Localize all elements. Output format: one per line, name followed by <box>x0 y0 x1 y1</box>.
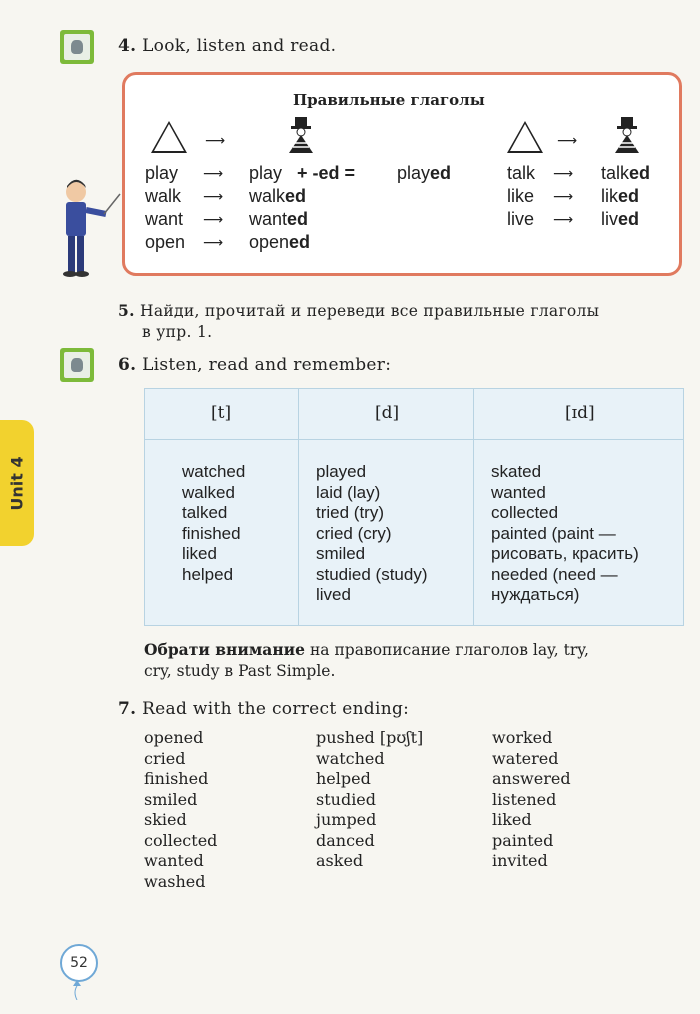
list-item: asked <box>316 851 364 870</box>
note-line2: cry, study в Past Simple. <box>144 662 336 680</box>
ex7-column-3 <box>492 728 571 872</box>
list-item: wanted <box>491 482 546 502</box>
list-item: нуждаться) <box>491 585 580 604</box>
verb-list-t <box>182 462 245 585</box>
verb-past: talked <box>601 163 651 183</box>
verb-base: want <box>145 209 184 229</box>
list-item: watered <box>492 748 559 768</box>
header-divider <box>145 439 683 440</box>
list-item: played <box>316 462 367 481</box>
exercise-instruction: Listen, read and remember: <box>142 355 392 375</box>
arrow-icon: ⟶ <box>203 189 224 205</box>
list-item: cried <box>144 748 186 768</box>
exercise-number: 5. <box>118 301 135 320</box>
arrow-icon: ⟶ <box>203 235 224 251</box>
column-header-d: [d] <box>375 403 400 423</box>
verb-list-d <box>316 462 428 606</box>
column-header-t: [t] <box>211 403 232 423</box>
list-item: helped <box>182 564 234 584</box>
verb-list-id <box>491 462 639 606</box>
list-item: laid (lay) <box>316 482 381 502</box>
list-item: walked <box>182 482 235 502</box>
verb-past: walked <box>249 186 307 206</box>
verb-past: opened <box>249 232 311 252</box>
exercise-number: 6. <box>118 355 137 375</box>
rule-formula: + -ed = <box>297 163 356 183</box>
rule-title: Правильные глаголы <box>293 91 485 109</box>
list-item: worked <box>492 728 553 747</box>
arrow-icon: ⟶ <box>203 212 224 228</box>
verb-past: liked <box>601 186 640 206</box>
list-item: talked <box>182 503 228 522</box>
list-item: invited <box>492 851 548 870</box>
list-item: pushed [pʊʃt] <box>316 728 424 747</box>
verb-base: like <box>507 186 535 206</box>
list-item: collected <box>144 830 218 850</box>
list-item: liked <box>492 810 532 829</box>
note-line1: на правописание глаголов lay, try, <box>305 641 589 659</box>
unit-label: Unit 4 <box>7 455 27 511</box>
list-item: studied (study) <box>316 564 428 584</box>
list-item: lived <box>316 585 351 604</box>
page-number-balloon <box>60 944 98 982</box>
verb-base: talk <box>507 163 536 183</box>
arrow-icon: ⟶ <box>557 133 578 149</box>
exercise-number: 4. <box>118 36 137 56</box>
verb-base: open <box>145 232 186 252</box>
exercise-7-heading <box>118 699 409 719</box>
arrow-icon: ⟶ <box>203 166 224 182</box>
list-item: wanted <box>144 851 204 870</box>
column-header-id: [ɪd] <box>565 403 595 423</box>
column-divider <box>298 389 299 625</box>
list-item: skied <box>144 810 187 829</box>
list-item: collected <box>491 503 559 522</box>
arrow-icon: ⟶ <box>553 166 574 182</box>
verb-base: walk <box>145 186 182 206</box>
exercise-instruction-line2: в упр. 1. <box>142 323 213 341</box>
list-item: danced <box>316 830 375 850</box>
arrow-icon: ⟶ <box>205 133 226 149</box>
arrow-icon: ⟶ <box>553 212 574 228</box>
list-item: washed <box>144 871 206 891</box>
list-item: answered <box>492 769 571 788</box>
exercise-5 <box>118 300 678 343</box>
list-item: studied <box>316 789 377 809</box>
list-item: watched <box>316 748 385 768</box>
spelling-note <box>144 639 684 682</box>
list-item: jumped <box>316 810 377 829</box>
list-item: liked <box>182 544 217 563</box>
list-item: opened <box>144 728 204 747</box>
regular-verbs-rule-box <box>122 72 682 276</box>
exercise-6-heading <box>118 355 391 375</box>
list-item: needed (need — <box>491 564 618 584</box>
ex7-column-1 <box>144 728 217 892</box>
list-item: listened <box>492 789 557 809</box>
triangle-icon <box>151 121 187 153</box>
list-item: watched <box>182 462 246 481</box>
list-item: finished <box>144 769 209 788</box>
verb-base: play <box>145 163 179 183</box>
list-item: рисовать, красить) <box>491 544 639 563</box>
list-item: painted (paint — <box>491 523 616 543</box>
verb-past: wanted <box>249 209 309 229</box>
exercise-number: 7. <box>118 699 137 719</box>
note-emphasis: Обрати внимание <box>144 640 306 659</box>
arrow-icon: ⟶ <box>553 189 574 205</box>
list-item: helped <box>316 769 371 788</box>
teacher-pointer-illustration <box>58 178 124 282</box>
magician-icon <box>607 115 647 155</box>
exercise-instruction: Read with the correct ending: <box>142 699 410 719</box>
verb-base: live <box>507 209 535 229</box>
triangle-icon <box>507 121 543 153</box>
list-item: smiled <box>144 789 198 809</box>
list-item: tried (try) <box>316 503 384 522</box>
magician-icon <box>281 115 321 155</box>
verb-past: lived <box>601 209 640 229</box>
verb-example: play <box>249 163 283 183</box>
pronunciation-table <box>144 388 684 626</box>
column-divider <box>473 389 474 625</box>
audio-cassette-icon[interactable] <box>60 30 94 64</box>
list-item: painted <box>492 830 554 850</box>
page-number: 52 <box>70 955 88 971</box>
verb-result: played <box>397 163 452 183</box>
list-item: cried (cry) <box>316 523 392 543</box>
exercise-4-heading <box>118 36 336 56</box>
exercise-instruction: Look, listen and read. <box>142 36 337 56</box>
balloon-string-icon <box>70 980 84 1000</box>
exercise-instruction-line1: Найди, прочитай и переведи все правильные глаголы <box>140 302 600 320</box>
list-item: smiled <box>316 544 366 563</box>
list-item: finished <box>182 523 241 543</box>
ex7-column-2 <box>316 728 423 872</box>
audio-cassette-icon[interactable] <box>60 348 94 382</box>
unit-tab <box>0 420 34 546</box>
list-item: skated <box>491 462 542 481</box>
